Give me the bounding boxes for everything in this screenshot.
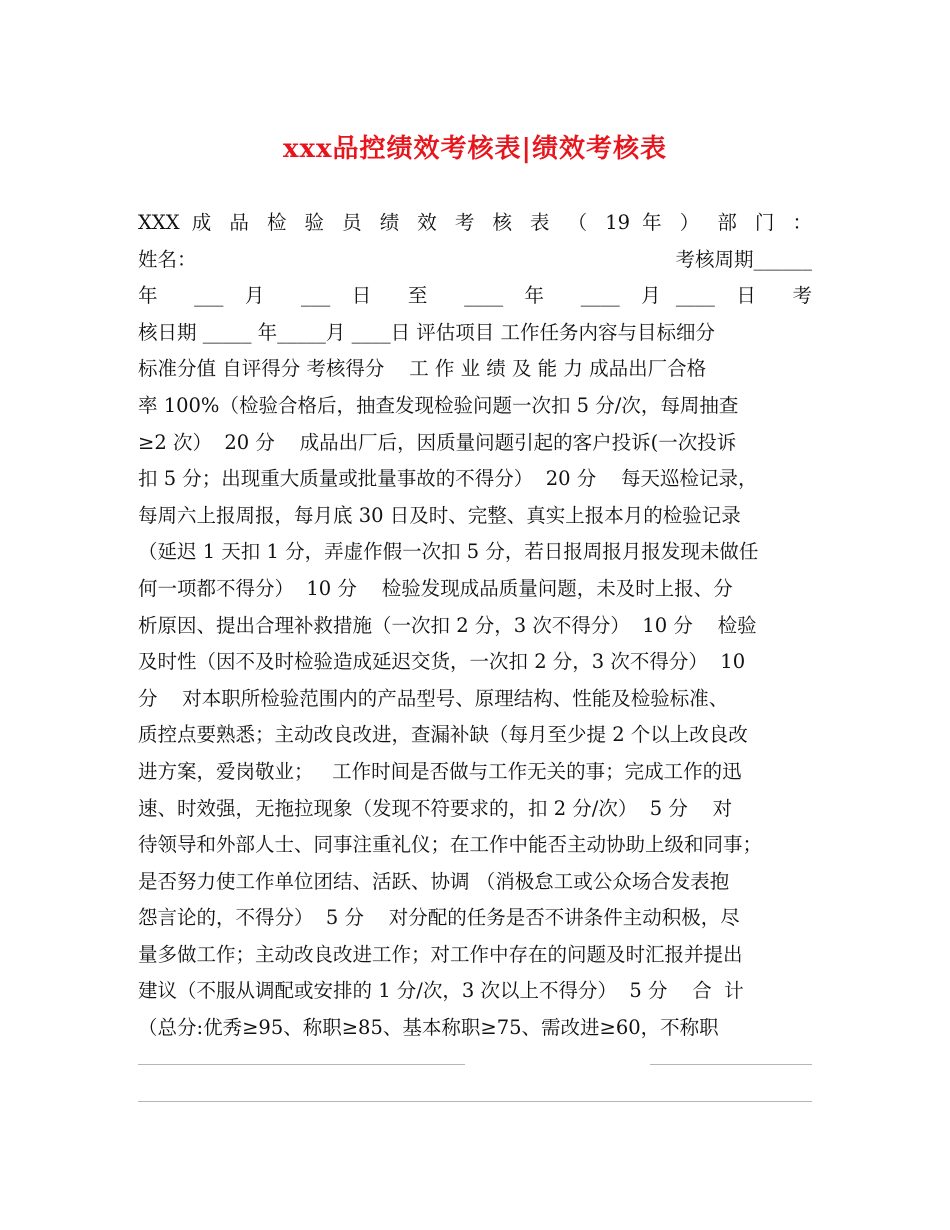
underline-left (138, 1064, 465, 1065)
text-line: 建议（不服从调配或安排的 1 分/次，3 次以上不得分） 5 分 合 计 (138, 979, 744, 1003)
text-line: 待领导和外部人士、同事注重礼仪；在工作中能否主动协助上级和同事； (138, 833, 763, 857)
document-title: xxx品控绩效考核表|绩效考核表 (283, 134, 667, 164)
underline-right (650, 1064, 812, 1065)
text-line: 分 对本职所检验范围内的产品型号、原理结构、性能及检验标准、 (138, 686, 729, 710)
text-line: 年 ___ 月 ___ 日 至 ____ 年 ____ 月____ 日 考 (138, 284, 812, 308)
text-line: 怨言论的，不得分） 5 分 对分配的任务是否不讲条件主动积极，尽 (138, 906, 740, 930)
text-line (138, 242, 812, 279)
text-line: 速、时效强，无拖拉现象（发现不符要求的，扣 2 分/次） 5 分 对 (138, 796, 733, 820)
underline-full (138, 1101, 812, 1102)
text-line-right: 考核周期______ (675, 247, 812, 271)
text-line: （总分:优秀≥95、称职≥85、基本称职≥75、需改进≥60，不称职 (138, 1016, 719, 1040)
text-line: XXX 成 品 检 验 员 绩 效 考 核 表 （ 19 年 ） 部 门 ： (138, 211, 812, 234)
document-body (138, 205, 812, 1047)
text-line: 是否努力使工作单位团结、活跃、协调 （消极怠工或公众场合发表抱 (138, 869, 730, 893)
text-line: 量多做工作；主动改良改进工作；对工作中存在的问题及时汇报并提出 (138, 942, 743, 966)
text-line: 何一项都不得分） 10 分 检验发现成品质量问题，未及时上报、分 (138, 576, 733, 600)
text-line: 每周六上报周报，每月底 30 日及时、完整、真实上报本月的检验记录 (138, 503, 741, 527)
text-line-left: 姓名： (138, 247, 197, 271)
text-line: 析原因、提出合理补救措施（一次扣 2 分，3 次不得分） 10 分 检验 (138, 613, 757, 637)
text-line: 扣 5 分；出现重大质量或批量事故的不得分） 20 分 每天巡检记录， (138, 467, 758, 491)
text-line: 核日期 _____ 年_____月 ____日 评估项目 工作任务内容与目标细分 (138, 320, 715, 344)
text-line: 率 100%（检验合格后，抽查发现检验问题一次扣 5 分/次，每周抽查 (138, 393, 739, 417)
text-line: 质控点要熟悉；主动改良改进，查漏补缺（每月至少提 2 个以上改良改 (138, 723, 748, 747)
text-line: ≥2 次） 20 分 成品出厂后，因质量问题引起的客户投诉(一次投诉 (138, 430, 737, 454)
text-line: （延迟 1 天扣 1 分，弄虚作假一次扣 5 分，若日报周报月报发现未做任 (138, 540, 759, 564)
text-line: 标准分值 自评得分 考核得分 工 作 业 绩 及 能 力 成品出厂合格 (138, 357, 707, 381)
text-line: 进方案，爱岗敬业； 工作时间是否做与工作无关的事；完成工作的迅 (138, 759, 742, 783)
text-line: 及时性（因不及时检验造成延迟交货，一次扣 2 分，3 次不得分） 10 (138, 650, 746, 674)
